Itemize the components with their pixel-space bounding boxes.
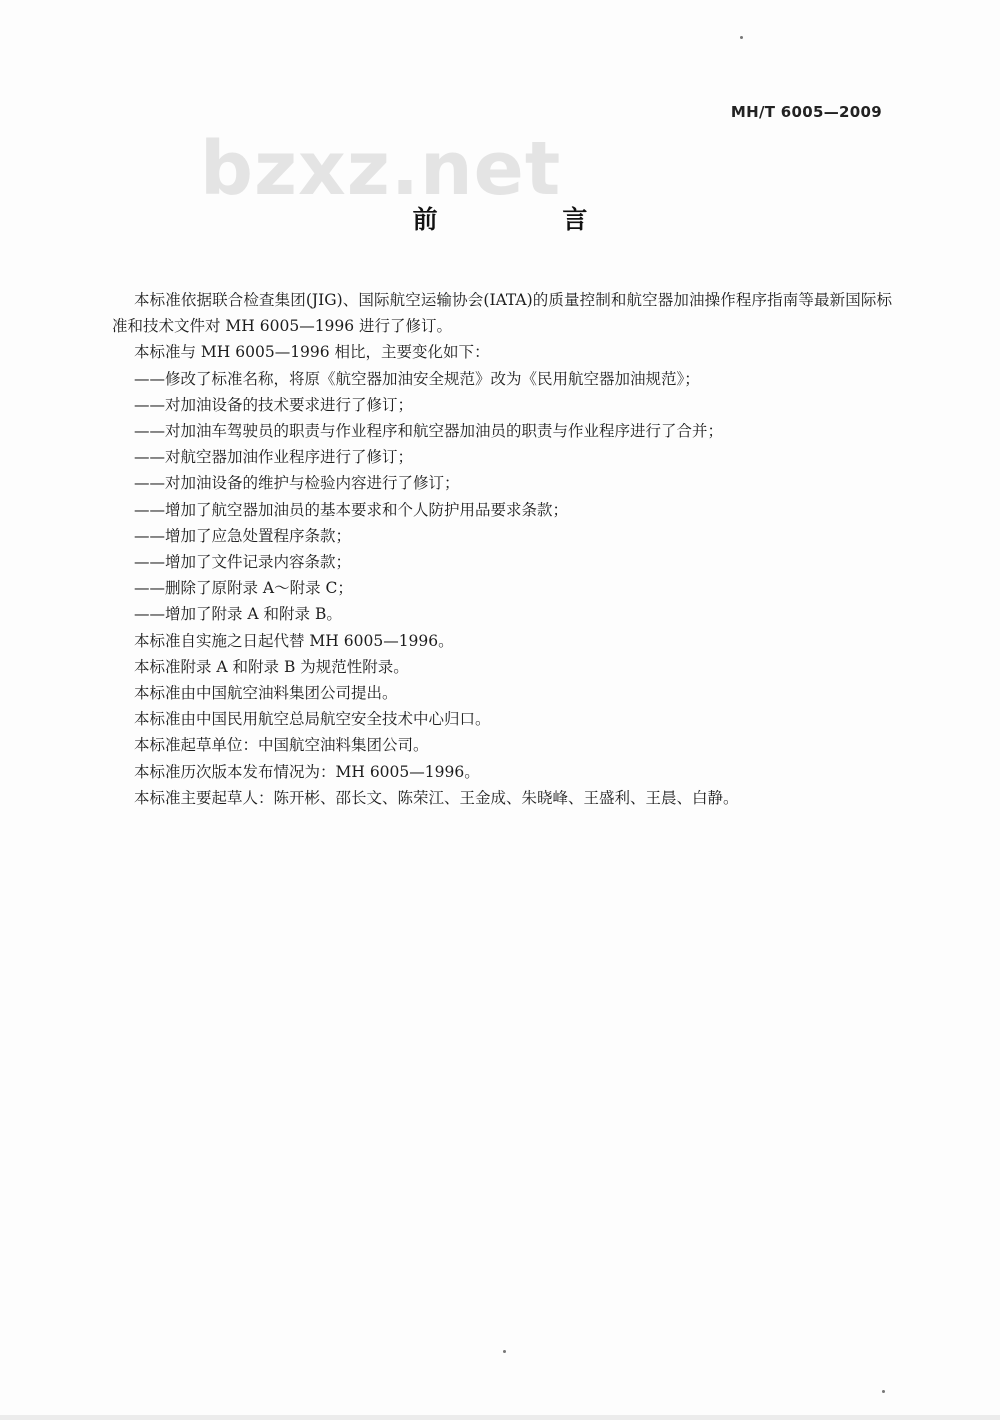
list-item-change: ——修改了标准名称，将原《航空器加油安全规范》改为《民用航空器加油规范》； bbox=[134, 369, 700, 388]
list-item-change: ——删除了原附录 A～附录 C； bbox=[134, 579, 353, 598]
watermark-logo: bzxz.net bbox=[200, 126, 562, 212]
scan-speck bbox=[740, 36, 743, 39]
paragraph-replacement: 本标准自实施之日起代替 MH 6005—1996。 bbox=[134, 631, 454, 650]
list-item-change: ——对加油车驾驶员的职责与作业程序和航空器加油员的职责与作业程序进行了合并； bbox=[134, 422, 724, 441]
paragraph-drafting-unit: 本标准起草单位：中国航空油料集团公司。 bbox=[134, 736, 429, 755]
paragraph-drafters: 本标准主要起草人：陈开彬、邵长文、陈荣江、王金成、朱晓峰、王盛利、王晨、白静。 bbox=[134, 788, 739, 807]
list-item-change: ——对加油设备的技术要求进行了修订； bbox=[134, 395, 414, 414]
list-item-change: ——增加了文件记录内容条款； bbox=[134, 553, 352, 572]
paragraph-administrator: 本标准由中国民用航空总局航空安全技术中心归口。 bbox=[134, 710, 491, 729]
list-item-change: ——增加了应急处置程序条款； bbox=[134, 526, 352, 545]
list-item-change: ——增加了附录 A 和附录 B。 bbox=[134, 605, 342, 624]
standard-code: MH/T 6005—2009 bbox=[730, 103, 882, 121]
paragraph-proposer: 本标准由中国航空油料集团公司提出。 bbox=[134, 684, 398, 703]
scan-speck bbox=[503, 1350, 506, 1353]
foreword-body bbox=[112, 287, 892, 811]
list-item-change: ——增加了航空器加油员的基本要求和个人防护用品要求条款； bbox=[134, 500, 569, 519]
scan-speck bbox=[882, 1390, 885, 1393]
paragraph-version-history: 本标准历次版本发布情况为：MH 6005—1996。 bbox=[134, 762, 480, 781]
page-bottom-edge bbox=[0, 1415, 1000, 1420]
paragraph-annex-status: 本标准附录 A 和附录 B 为规范性附录。 bbox=[134, 657, 409, 676]
paragraph-basis: 本标准依据联合检查集团(JIG)、国际航空运输协会(IATA)的质量控制和航空器加油操作程序指南等最新国际标准和技术文件对 MH 6005—1996 进行了修订。 bbox=[112, 291, 892, 336]
list-item-change: ——对航空器加油作业程序进行了修订； bbox=[134, 448, 414, 467]
list-item-change: ——对加油设备的维护与检验内容进行了修订； bbox=[134, 474, 460, 493]
paragraph-changes-intro: 本标准与 MH 6005—1996 相比，主要变化如下： bbox=[134, 343, 490, 362]
page-title: 前 言 bbox=[412, 205, 646, 234]
